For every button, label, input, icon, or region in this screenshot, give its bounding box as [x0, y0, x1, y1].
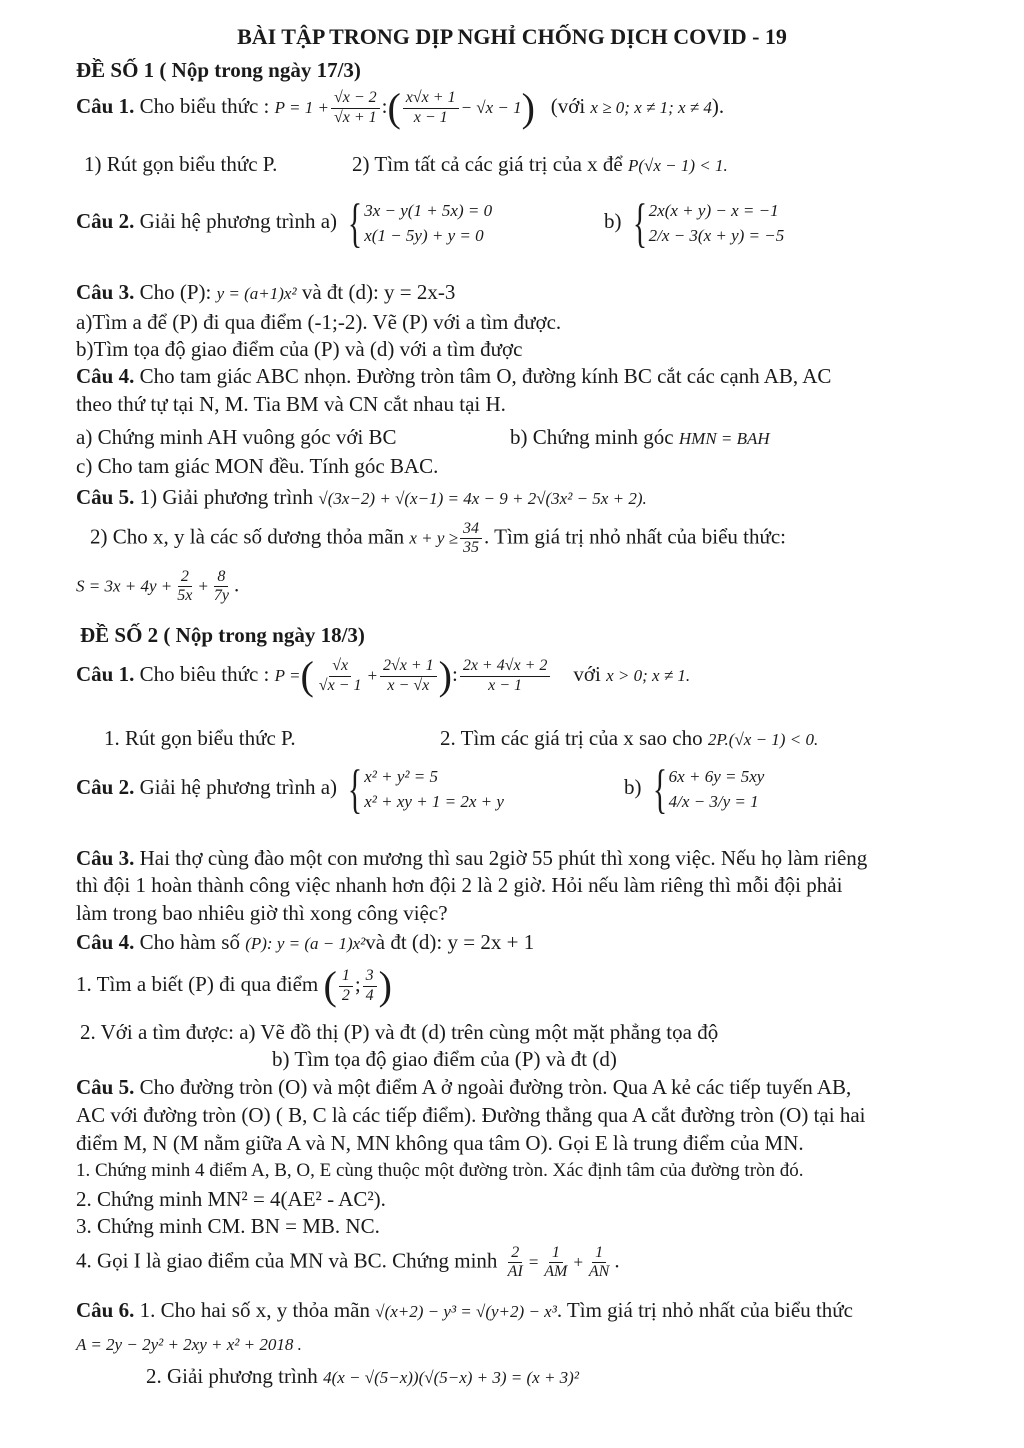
exam-2-question-3: Câu 3. Hai thợ cùng đào một con mương thì sau 2giờ 55 phút thì xong việc. Nếu họ làm riêng — [76, 846, 868, 870]
exam-2-q3-line-2: thì đội 1 hoàn thành công việc nhanh hơn đội 2 là 2 giờ. Hỏi nếu làm riêng thì mỗi đội phải — [76, 873, 843, 897]
fraction: $\frac{34}{35}$ — [460, 520, 482, 558]
exam-1-question-1: Câu 1. Cho biểu thức : P = 1 + $\frac{√x - 2}{√x + 1}$ :( $\frac{x√x + 1}{x - 1}$ − √x − 1) (với x ≥ 0; x ≠ 1; x ≠ 4). — [76, 85, 725, 130]
exam-2-q1-part-2: 2. Tìm các giá trị của x sao cho 2P.(√x − 1) < 0. — [440, 726, 819, 750]
exam-1-question-4: Câu 4. Cho tam giác ABC nhọn. Đường tròn tâm O, đường kính BC cắt các cạnh AB, AC — [76, 364, 832, 388]
exam-2-question-2b: b) { 6x + 6y = 5xy 4/x − 3/y = 1 — [624, 759, 765, 819]
exam-1-question-5: Câu 5. 1) Giải phương trình √(3x−2) + √(x−1) = 4x − 9 + 2√(3x² − 5x + 2). — [76, 485, 647, 509]
exam-1-heading: ĐỀ SỐ 1 ( Nộp trong ngày 17/3) — [76, 58, 361, 82]
exam-1-q3-b: b)Tìm tọa độ giao điểm của (P) và (d) với a tìm được — [76, 337, 523, 361]
exam-2-q4-part-2: 2. Với a tìm được: a) Vẽ đồ thị (P) và đt (d) trên cùng một mặt phẳng tọa độ — [80, 1020, 719, 1044]
exam-2-q6-part-2: 2. Giải phương trình 4(x − √(5−x))(√(5−x) + 3) = (x + 3)² — [146, 1364, 579, 1388]
exam-1-q4-b: b) Chứng minh góc HMN = BAH — [510, 425, 770, 449]
exam-1-q5-expression: S = 3x + 4y + $\frac{2}{5x}$ + $\frac{8}{7y}$ . — [76, 568, 240, 605]
exam-2-q4-part-2b: b) Tìm tọa độ giao điểm của (P) và đt (d) — [272, 1047, 617, 1071]
exam-2-q1-part-1: 1. Rút gọn biểu thức P. — [104, 726, 296, 750]
fraction: $\frac{√x - 2}{√x + 1}$ — [331, 89, 380, 127]
exam-1-q1-part-1: 1) Rút gọn biểu thức P. — [84, 152, 278, 176]
exam-1-q4-a: a) Chứng minh AH vuông góc với BC — [76, 425, 397, 449]
question-label: Câu 1. — [76, 93, 135, 118]
fraction: $\frac{x√x + 1}{x - 1}$ — [403, 89, 459, 127]
exam-2-q5-part-4: 4. Gọi I là giao điểm của MN và BC. Chứng minh $\frac{2}{AI}$ = $\frac{1}{AM}$ + $\frac{1}{AN}$ . — [76, 1244, 620, 1281]
exam-1-question-2: Câu 2. Giải hệ phương trình a) { 3x − y(1 + 5x) = 0 x(1 − 5y) + y = 0 — [76, 193, 493, 253]
exam-1-q4-text: theo thứ tự tại N, M. Tia BM và CN cắt nhau tại H. — [76, 392, 506, 416]
exam-2-q3-line-3: làm trong bao nhiêu giờ thì xong công việc? — [76, 901, 448, 925]
exam-1-question-2b: b) { 2x(x + y) − x = −1 2/x − 3(x + y) = −5 — [604, 193, 785, 253]
exam-1-q5-part-2: 2) Cho x, y là các số dương thỏa mãn x + y ≥ $\frac{34}{35}$ . Tìm giá trị nhỏ nhất của biểu thức: — [90, 520, 787, 557]
equation-system-b: { 2x(x + y) − x = −1 2/x − 3(x + y) = −5 — [632, 193, 785, 253]
exam-2-q5-part-3: 3. Chứng minh CM. BN = MB. NC. — [76, 1214, 380, 1238]
exam-2-question-2: Câu 2. Giải hệ phương trình a) { x² + y² = 5 x² + xy + 1 = 2x + y — [76, 759, 504, 819]
exam-2-q5-line-3: điểm M, N (M nằm giữa A và N, MN không qua tâm O). Gọi E là trung điểm của MN. — [76, 1131, 804, 1155]
exam-2-question-4: Câu 4. Cho hàm số (P): y = (a − 1)x²và đt (d): y = 2x + 1 — [76, 930, 535, 954]
exam-2-q4-part-1: 1. Tìm a biết (P) đi qua điểm ( $\frac{1}{2}$ ; $\frac{3}{4}$ ) — [76, 963, 392, 1008]
equation-system-a: { x² + y² = 5 x² + xy + 1 = 2x + y — [348, 759, 504, 819]
exam-2-question-1: Câu 1. Cho biêu thức : P =( $\frac{√x}{√x - 1}$ + $\frac{2√x + 1}{x - √x}$ ): $\frac{2x + 4√x + 2}{x - 1}$ với x > 0; x ≠ 1. — [76, 653, 691, 698]
equation-system-b: { 6x + 6y = 5xy 4/x − 3/y = 1 — [652, 759, 765, 819]
exam-2-question-6: Câu 6. 1. Cho hai số x, y thỏa mãn √(x+2) − y³ = √(y+2) − x³. Tìm giá trị nhỏ nhất của biểu thức — [76, 1298, 853, 1322]
exam-2-q5-part-1: 1. Chứng minh 4 điểm A, B, O, E cùng thuộc một đường tròn. Xác định tâm của đường tròn đó. — [76, 1160, 804, 1181]
exam-2-q5-line-2: AC với đường tròn (O) ( B, C là các tiếp điểm). Đường thẳng qua A cắt đường tròn (O) tại hai — [76, 1103, 866, 1127]
equation-system-a: { 3x − y(1 + 5x) = 0 x(1 − 5y) + y = 0 — [348, 193, 493, 253]
exam-2-heading: ĐỀ SỐ 2 ( Nộp trong ngày 18/3) — [80, 623, 365, 647]
exam-1-question-3: Câu 3. Cho (P): y = (a+1)x² và đt (d): y = 2x-3 — [76, 280, 456, 304]
exam-2-question-5: Câu 5. Cho đường tròn (O) và một điểm A ở ngoài đường tròn. Qua A kẻ các tiếp tuyến AB, — [76, 1075, 852, 1099]
exam-1-q3-a: a)Tìm a để (P) đi qua điểm (-1;-2). Vẽ (P) với a tìm được. — [76, 310, 562, 334]
exam-1-q4-c: c) Cho tam giác MON đều. Tính góc BAC. — [76, 454, 439, 478]
exam-2-q5-part-2: 2. Chứng minh MN² = 4(AE² - AC²). — [76, 1187, 386, 1211]
exam-2-q6-expression: A = 2y − 2y² + 2xy + x² + 2018 . — [76, 1335, 302, 1354]
exam-1-q1-part-2: 2) Tìm tất cả các giá trị của x để P(√x − 1) < 1. — [352, 152, 728, 176]
page-title: BÀI TẬP TRONG DỊP NGHỈ CHỐNG DỊCH COVID - 19 — [237, 24, 787, 49]
